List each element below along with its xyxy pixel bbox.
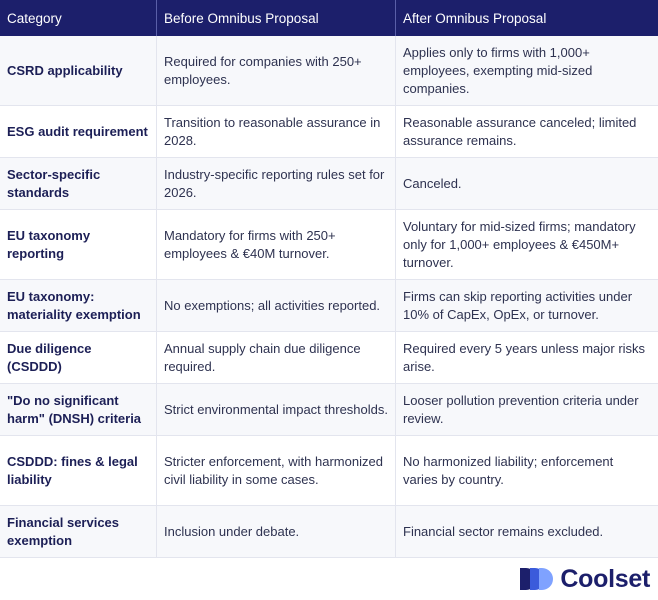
brand-footer [518,564,650,594]
row-category: EU taxonomy: materiality exemption [0,280,157,331]
row-after: Firms can skip reporting activities under 10% of CapEx, OpEx, or turnover. [403,288,633,322]
row-before: Inclusion under debate. [157,506,396,557]
row-category: Sector-specific standards [0,158,157,209]
row-after: Required every 5 years unless major risks arise. [403,340,646,374]
row-after: Looser pollution prevention criteria under review. [403,392,639,426]
table-row [0,436,658,506]
row-before: Industry-specific reporting rules set for 2026. [157,158,396,209]
table-row [0,106,658,158]
row-after: Financial sector remains excluded. [403,523,604,539]
row-category: CSDDD: fines & legal liability [0,436,157,505]
row-after: Canceled. [403,175,462,191]
table-row [0,36,658,106]
row-before: Annual supply chain due diligence required. [157,332,396,383]
table-row [0,280,658,332]
row-before: No exemptions; all activities reported. [157,280,396,331]
row-after: Applies only to firms with 1,000+ employees, exempting mid-sized companies. [403,44,593,96]
table-row [0,210,658,280]
table-row [0,506,658,558]
row-after: No harmonized liability; enforcement varies by country. [403,453,614,487]
header-category: Category [0,0,157,36]
row-after: Reasonable assurance canceled; limited assurance remains. [403,114,637,148]
table-row [0,332,658,384]
row-before: Stricter enforcement, with harmonized civil liability in some cases. [157,436,396,505]
header-before: Before Omnibus Proposal [157,0,396,36]
row-category: ESG audit requirement [0,106,157,157]
row-before: Required for companies with 250+ employees. [157,36,396,105]
table-row [0,158,658,210]
row-category: Due diligence (CSDDD) [0,332,157,383]
brand-name: Coolset [560,564,650,593]
row-after: Voluntary for mid-sized firms; mandatory only for 1,000+ employees & €450M+ turnover. [403,218,636,270]
row-category: EU taxonomy reporting [0,210,157,279]
row-category: "Do no significant harm" (DNSH) criteria [0,384,157,435]
row-before: Transition to reasonable assurance in 2028. [157,106,396,157]
row-category: Financial services exemption [0,506,157,557]
row-before: Strict environmental impact thresholds. [157,384,396,435]
table-header [0,0,658,36]
table-body [0,36,658,558]
table-row [0,384,658,436]
row-category: CSRD applicability [0,36,157,105]
header-after: After Omnibus Proposal [403,10,547,26]
row-before: Mandatory for firms with 250+ employees & €40M turnover. [157,210,396,279]
coolset-logo-icon [518,566,554,592]
